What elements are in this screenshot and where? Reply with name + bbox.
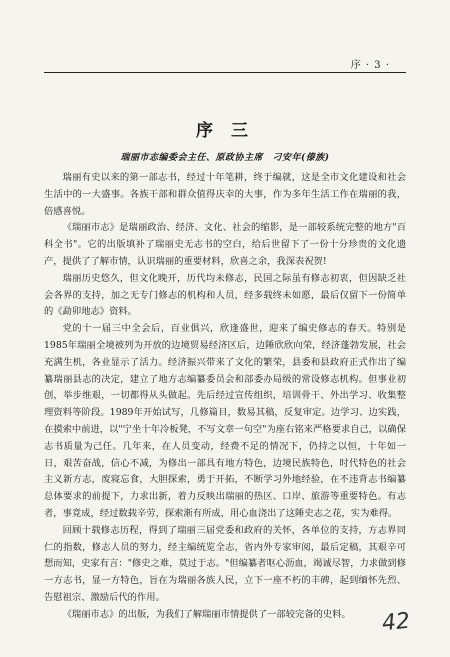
header-rule [44,72,406,73]
handwritten-page-number: 42 [380,608,412,637]
paragraph: 瑞丽有史以来的第一部志书，经过十年笔耕，终于编就，这是全市文化建设和社会生活中的一大盛事。各族干部和群众值得庆幸的大事，作为多年生活工作在瑞丽的我，倍感喜悦。 [44,172,406,217]
paragraph: 《瑞丽市志》的出版，为我们了解瑞丽市情提供了一部较完备的史料。 [62,608,351,620]
paragraph: 党的十一届三中全会后，百业俱兴，欣逢盛世，迎来了编史修志的春天。特别是1985年瑞丽全境被列为开放的边境贸易经济区后，边陲欣欣向荣，经济蓬勃发展，社会充满生机，各业显示了活力。经济振兴带来了文化的繁荣，县委和县政府正式作出了编纂瑞丽县志的决定，建立了地方志编纂委员会和部委办局级的常设修志机构。但事业初创，举步维艰，一切都得从头做起。先后经过宣传组织，培训骨干、外出学习、收集整理资料等阶段。1989年开始试写，几修篇目，数易其稿，反复审定。边学习、边实践，在摸索中前进，以"宁坐十年冷板凳，不写文章一句空"为座右铭来严格要求自己，以确保志书质量为己任。几年来，在人员变动，经费不足的情况下，仍持之以恒，十年如一日，艰苦奋战，信心不减，为修出一部具有地方特色，边境民族特色，时代特色的社会主义新方志，废寝忘食，大胆探索，勇于开拓，不断学习外地经验，在不违背志书编纂总体要求的前提下，力求出新，着力反映出瑞丽的热区、口岸、旅游等重要特色。有志者，事竟成，经过数载辛劳，探索渐有所成，用心血浇出了这陲史志之花，实为难得。 [44,323,406,519]
paragraph: 回顾十载修志历程，得到了瑞丽三届党委和政府的关怀，各单位的支持，方志界同仁的指数，修志人员的努力，经主编统览全志，省内外专家审阅，最后定稿，其艰辛可想而知，史家有言："修史之难，莫过于志。"但编纂者呕心沥血，竭诚尽智，力求做到修一方志书，显一方特色，旨在为瑞丽各族人民，立下一座不朽的丰碑，起到缅怀先烈、告慰祖宗、激励后代的作用。 [44,524,406,603]
running-head: 序 · 3 · [350,60,390,71]
author-byline: 瑞丽市志编委会主任、原政协主席 刁安年(傣族) [120,153,330,163]
paragraph: 《瑞丽市志》是瑞丽政治、经济、文化、社会的缩影，是一部较系统完整的地方"百科全书"。它的出版填补了瑞丽史无志书的空白，给后世留下了一份十分珍贵的文化遗产，提供了了解市情，认识瑞丽的重要材料，欣喜之余，我深表祝贺! [44,222,406,267]
body-text [44,170,406,624]
paragraph: 瑞丽历史悠久，但文化晚开，历代均未修志，民国之际虽有修志初衷，但因缺乏社会各界的支持，加之无专门修志的机构和人员，经多载终未如愿，最后仅留下一份简单的《勐卯地志》资料。 [44,272,406,318]
page-title: 序 三 [196,121,254,141]
